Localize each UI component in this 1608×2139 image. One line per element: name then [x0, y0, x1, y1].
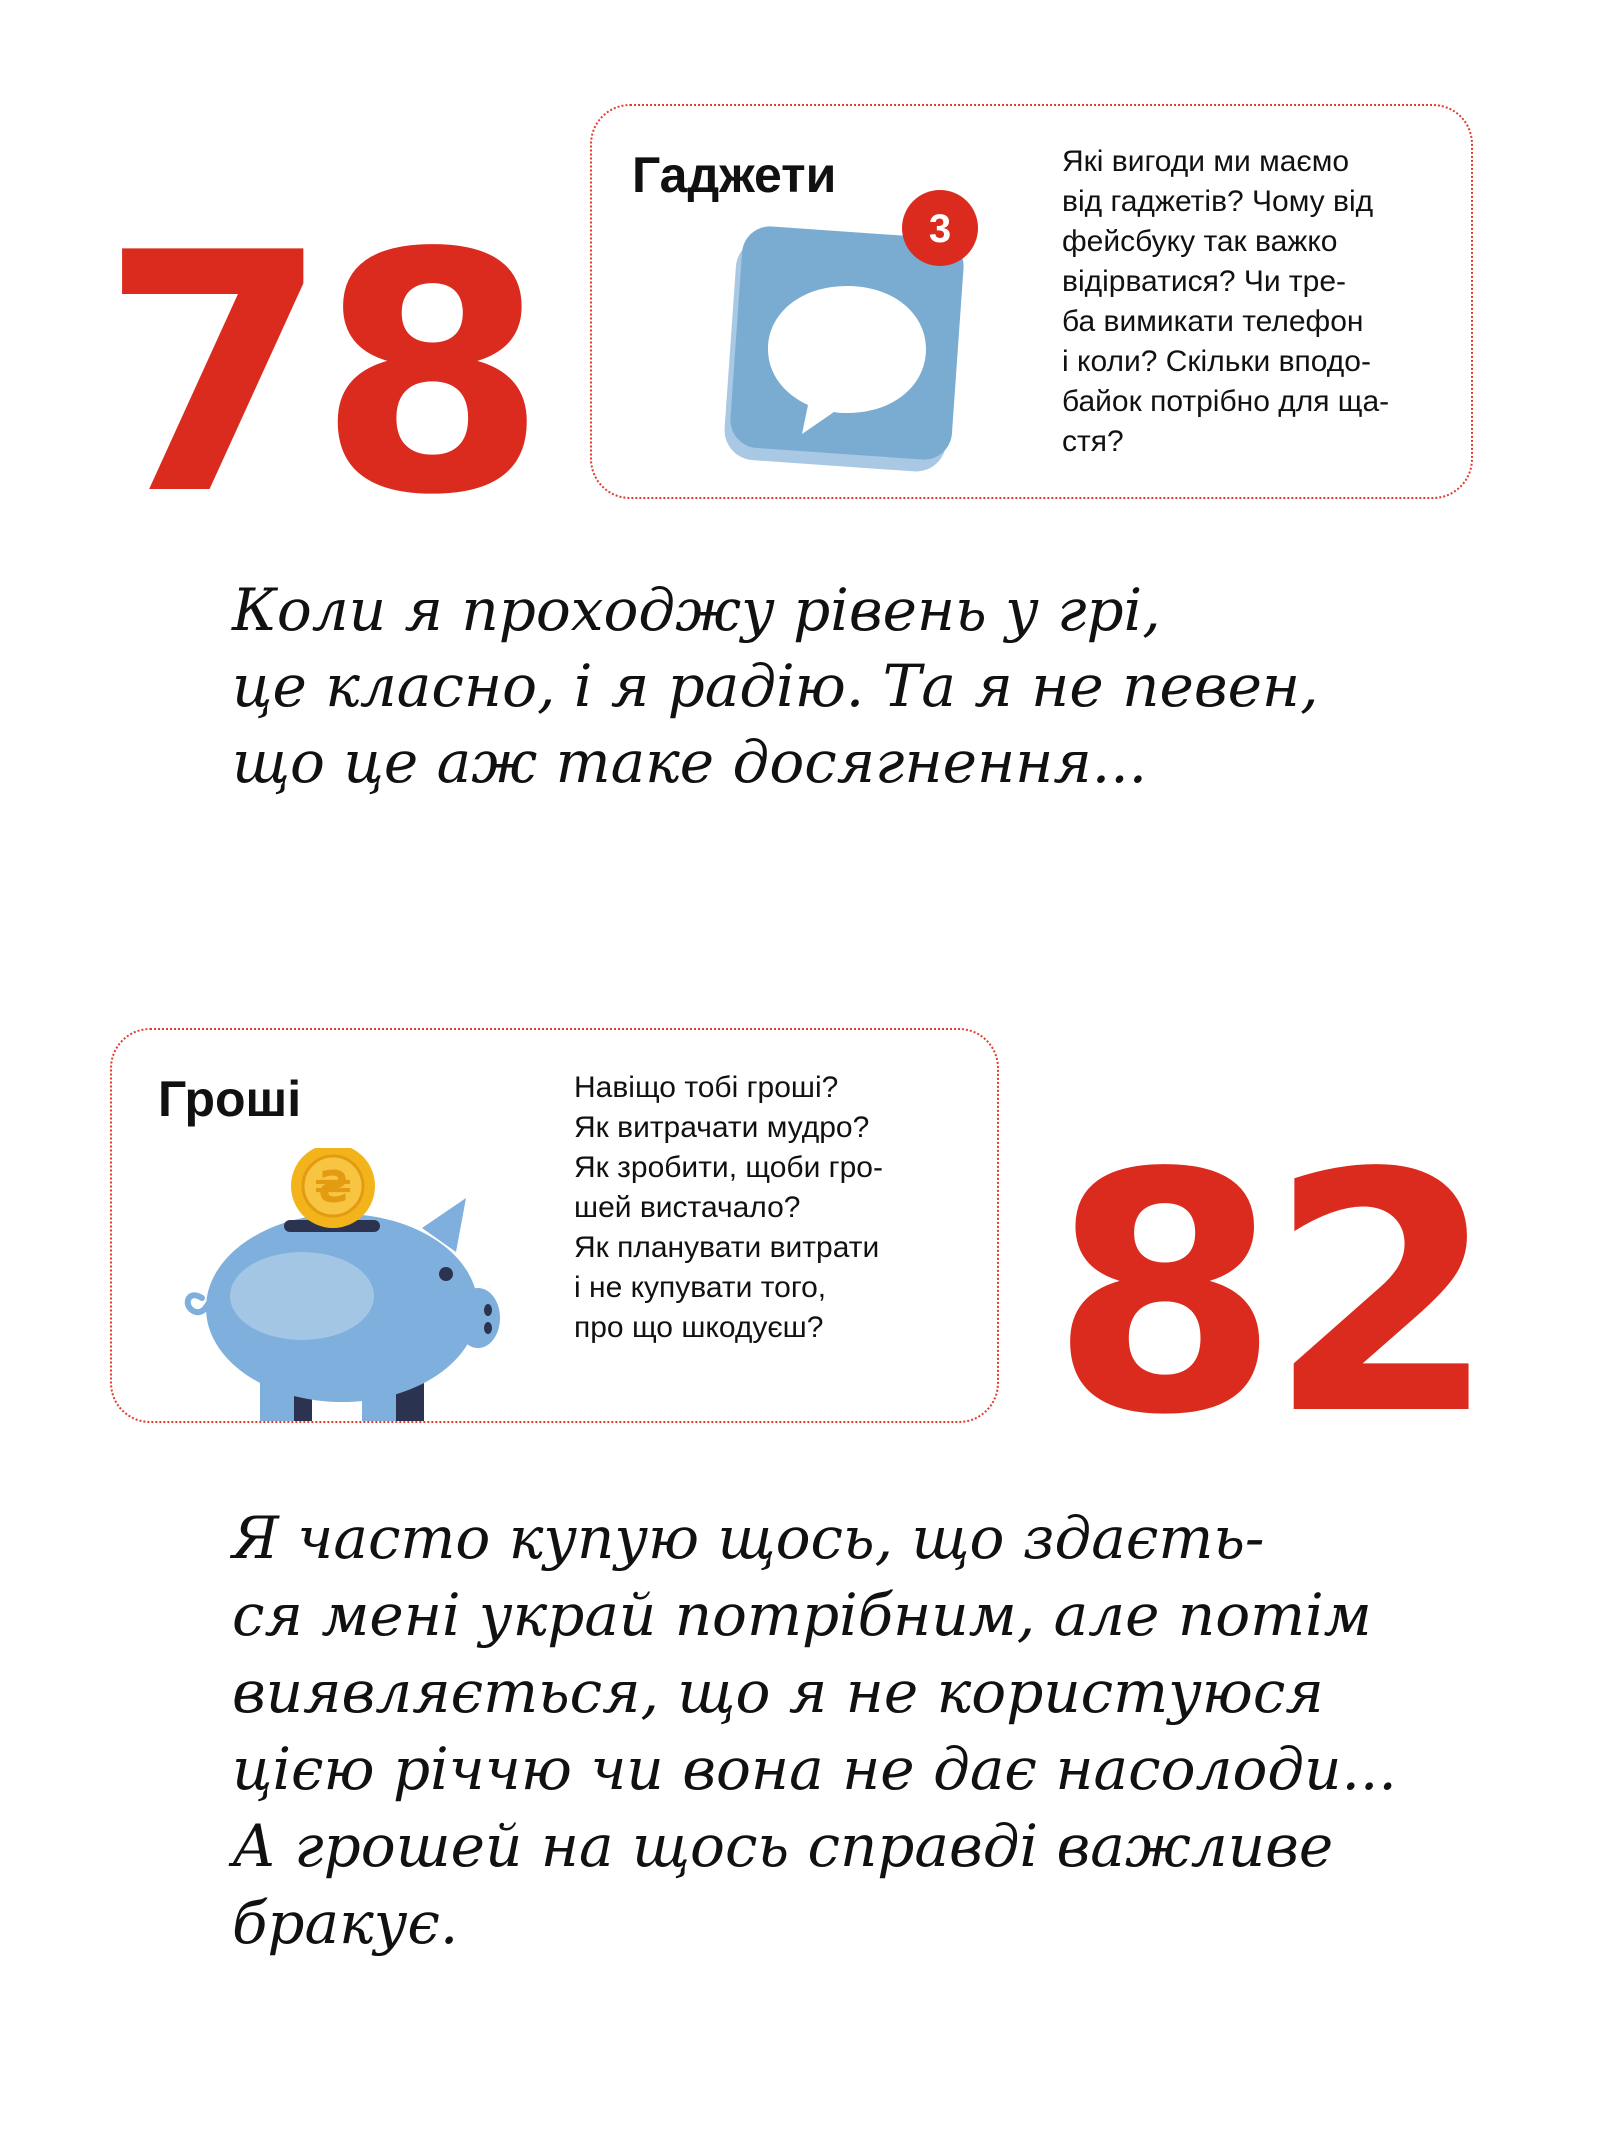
chat-bubble-icon	[712, 186, 1002, 486]
handwritten-quote-games: Коли я проходжу рівень у грі, це класно, і я радію. Та я не певен, що це аж таке досягнення...	[232, 576, 1319, 796]
gadgets-title: Гаджети	[632, 147, 837, 203]
pig-highlight	[230, 1252, 374, 1340]
gadgets-questions: Які вигоди ми маємо від гаджетів? Чому від фейсбуку так важко відірватися? Чи тре- ба вимикати телефон і коли? Скільки вподо- байок потрібно для ща- стя?	[1062, 145, 1390, 458]
pig-nostril	[484, 1322, 492, 1334]
pig-eye	[439, 1267, 453, 1281]
gadgets-card	[590, 104, 1473, 499]
piggy-bank-icon	[172, 1148, 542, 1423]
notification-count: 3	[928, 207, 952, 251]
hryvnia-icon: ₴	[314, 1162, 352, 1213]
handwritten-quote-money: Я часто купую щось, що здаєть- ся мені украй потрібним, але потім виявляється, що я не користуюся цією річчю чи вона не дає насолоди... А грошей на щось справді важливе бракує.	[232, 1504, 1397, 1957]
pig-nostril	[484, 1304, 492, 1316]
page-number-78: 78	[100, 183, 536, 567]
page-number-82: 82	[1050, 1103, 1486, 1487]
money-card	[110, 1028, 999, 1423]
money-questions: Навіщо тобі гроші? Як витрачати мудро? Як зробити, щоби гро- шей вистачало? Як планувати витрати і не купувати того, про що шкодуєш?	[574, 1071, 883, 1344]
pig-snout	[456, 1288, 500, 1348]
money-title: Гроші	[158, 1071, 302, 1127]
